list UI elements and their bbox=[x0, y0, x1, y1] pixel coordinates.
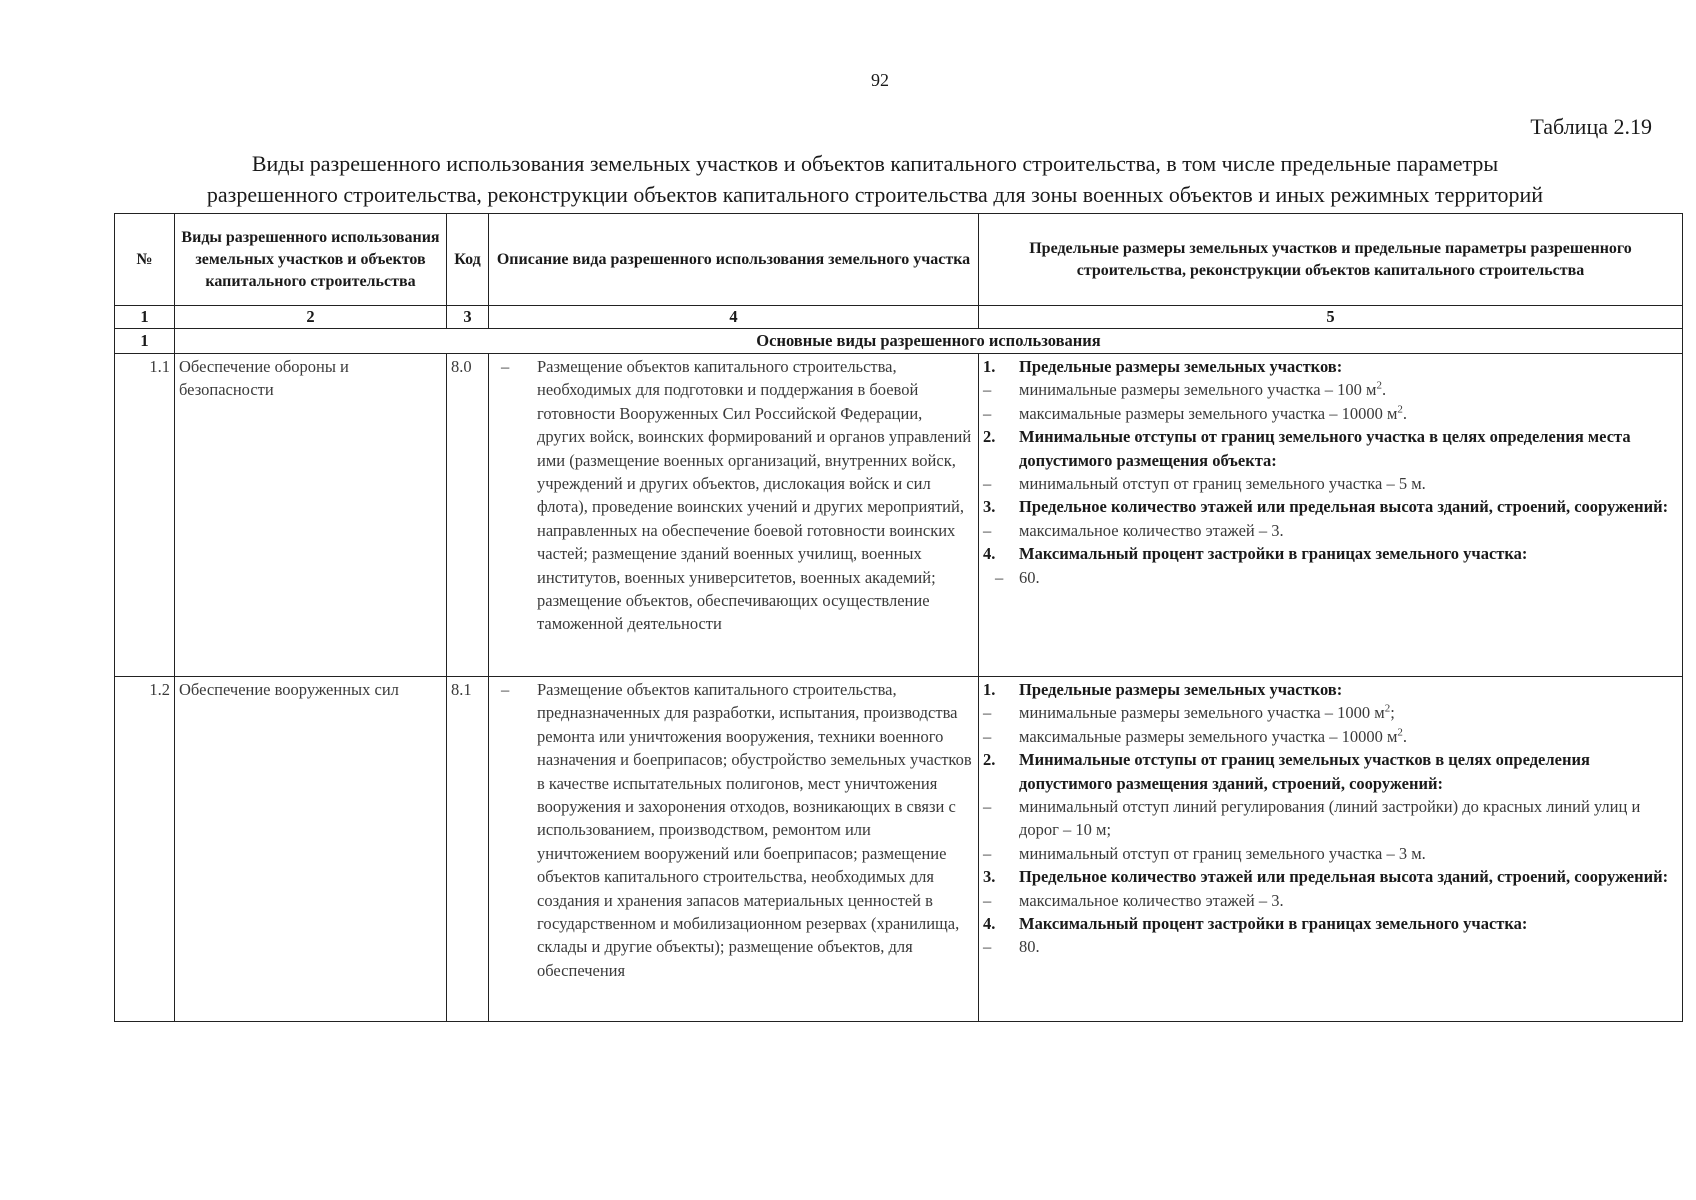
header-description: Описание вида разрешенного использования земельного участка bbox=[489, 214, 979, 306]
parameter-marker: – bbox=[983, 474, 992, 494]
parameter-line bbox=[983, 355, 1678, 378]
parameter-text-main: 80. bbox=[1019, 937, 1040, 957]
parameter-text bbox=[1019, 912, 1678, 935]
parameter-text bbox=[1019, 842, 1678, 865]
row-number: 1.2 bbox=[115, 677, 175, 1022]
land-use-table bbox=[114, 213, 1683, 1022]
parameter-line bbox=[983, 889, 1678, 912]
parameter-marker: 4. bbox=[983, 914, 996, 934]
row-number: 1.1 bbox=[115, 354, 175, 677]
parameter-marker: – bbox=[983, 797, 992, 817]
parameter-text-main: Предельное количество этажей или предельная высота зданий, строений, сооружений: bbox=[1019, 497, 1669, 517]
parameter-text-main: максимальные размеры земельного участка – 10000 м bbox=[1019, 726, 1398, 746]
parameter-text bbox=[1019, 701, 1678, 724]
title-line-1: Виды разрешенного использования земельных участков и объектов капитального строительства, в том числе предельные параметры bbox=[251, 151, 1499, 176]
parameter-text bbox=[1019, 678, 1678, 701]
table-label: Таблица 2.19 bbox=[1530, 114, 1652, 139]
parameter-line bbox=[983, 542, 1678, 565]
parameter-text-main: максимальные размеры земельного участка – 10000 м bbox=[1019, 403, 1398, 423]
parameter-text bbox=[1019, 519, 1678, 542]
parameter-marker: 4. bbox=[983, 544, 996, 564]
header-number: № bbox=[115, 214, 175, 306]
parameter-line bbox=[983, 912, 1678, 935]
parameter-marker: 3. bbox=[983, 497, 996, 517]
row-kind: Обеспечение обороны и безопасности bbox=[175, 354, 447, 677]
title-line-2: разрешенного строительства, реконструкции объектов капитального строительства для зоны военных объектов и иных режимных территорий bbox=[206, 182, 1544, 207]
parameter-marker: – bbox=[983, 890, 992, 910]
parameter-line bbox=[983, 519, 1678, 542]
column-number: 1 bbox=[115, 306, 175, 329]
parameter-text bbox=[1019, 402, 1678, 425]
parameter-text bbox=[1019, 495, 1678, 518]
header-kind: Виды разрешенного использования земельных участков и объектов капитального строительства bbox=[175, 214, 447, 306]
section-number: 1 bbox=[115, 329, 175, 354]
parameter-text-main: минимальный отступ от границ земельного участка – 5 м. bbox=[1019, 474, 1426, 494]
parameter-marker: 1. bbox=[983, 680, 996, 699]
parameter-text-main: максимальное количество этажей – 3. bbox=[1019, 890, 1284, 910]
row-parameters bbox=[979, 354, 1683, 677]
parameter-text bbox=[1019, 425, 1678, 472]
row-description bbox=[489, 354, 979, 677]
parameter-marker: 2. bbox=[983, 427, 996, 447]
parameter-marker: – bbox=[983, 380, 992, 400]
parameter-text-main: Предельные размеры земельных участков: bbox=[1019, 357, 1343, 376]
parameter-text bbox=[1019, 889, 1678, 912]
superscript: 2 bbox=[1376, 379, 1382, 392]
parameter-text bbox=[1019, 935, 1678, 958]
parameter-text bbox=[1019, 542, 1678, 565]
parameter-text-main: минимальный отступ линий регулирования (линий застройки) до красных линий улиц и дорог – 10 м; bbox=[1019, 797, 1641, 840]
parameter-line bbox=[983, 935, 1678, 958]
description-text: Размещение объектов капитального строительства, предназначенных для разработки, испытания, производства ремонта или уничтожения вооружения, техники военного назначения и боеприпасов; обустройство земельных участков в качестве испытательных полигонов, мест уничтожения вооружения и захоронения отходов, возникающих в связи с использованием, производством, ремонтом или уничтожением вооружений или боеприпасов; размещение объектов капитального строительства, необходимых для создания и хранения запасов материальных ценностей в государственном и мобилизационном резервах (хранилища, склады и другие объекты); размещение объектов, для обеспечения bbox=[537, 680, 972, 980]
parameter-text bbox=[1019, 795, 1678, 842]
parameter-line bbox=[983, 748, 1678, 795]
header-code: Код bbox=[447, 214, 489, 306]
superscript: 2 bbox=[1397, 403, 1403, 416]
parameter-line bbox=[983, 566, 1678, 589]
parameter-text-tail: ; bbox=[1390, 703, 1395, 723]
column-number: 2 bbox=[175, 306, 447, 329]
parameter-text-main: Предельные размеры земельных участков: bbox=[1019, 680, 1343, 699]
parameter-text bbox=[1019, 566, 1678, 589]
parameter-line bbox=[983, 795, 1678, 842]
parameter-text-main: 60. bbox=[1019, 567, 1040, 587]
parameter-text-main: Минимальные отступы от границ земельного участка в целях определения места допустимого размещения объекта: bbox=[1019, 427, 1631, 470]
column-numbers-row bbox=[115, 306, 1683, 329]
parameter-text bbox=[1019, 725, 1678, 748]
parameter-text-main: максимальное количество этажей – 3. bbox=[1019, 520, 1284, 540]
parameter-line bbox=[983, 425, 1678, 472]
row-parameters bbox=[979, 677, 1683, 1022]
superscript: 2 bbox=[1397, 726, 1403, 739]
parameter-text-main: Предельное количество этажей или предельная высота зданий, строений, сооружений: bbox=[1019, 867, 1669, 887]
parameter-line bbox=[983, 701, 1678, 724]
parameter-marker: 3. bbox=[983, 867, 996, 887]
parameter-marker: – bbox=[983, 937, 992, 957]
description-text: Размещение объектов капитального строительства, необходимых для подготовки и поддержания в боевой готовности Вооруженных Сил Российской Федерации, других войск, воинских формирований и органов управлений ими (размещение военных организаций, внутренних войск, учреждений и других объектов, дислокация войск и сил флота), проведение воинских учений и других мероприятий, направленных на обеспечение боевой готовности воинских частей; размещение зданий военных училищ, военных институтов, военных университетов, военных академий; размещение объектов, обеспечивающих осуществление таможенной деятельности bbox=[537, 357, 972, 634]
parameter-marker: – bbox=[983, 726, 992, 746]
parameter-text-main: минимальный отступ от границ земельного участка – 3 м. bbox=[1019, 843, 1426, 863]
parameter-line bbox=[983, 678, 1678, 701]
column-number: 3 bbox=[447, 306, 489, 329]
parameter-text-tail: . bbox=[1402, 726, 1408, 746]
superscript: 2 bbox=[1384, 702, 1391, 715]
section-row bbox=[115, 329, 1683, 354]
header-parameters: Предельные размеры земельных участков и предельные параметры разрешенного строительства, реконструкции объектов капитального строительства bbox=[979, 214, 1683, 306]
description-dash: – bbox=[501, 680, 510, 699]
parameter-line bbox=[983, 472, 1678, 495]
parameter-text bbox=[1019, 472, 1678, 495]
table-row bbox=[115, 677, 1683, 1022]
parameter-text-main: минимальные размеры земельного участка – 100 м bbox=[1019, 380, 1377, 400]
description-dash: – bbox=[501, 357, 510, 376]
column-number: 4 bbox=[489, 306, 979, 329]
parameter-text bbox=[1019, 355, 1678, 378]
row-code: 8.1 bbox=[447, 677, 489, 1022]
parameter-marker: – bbox=[983, 843, 992, 863]
row-description bbox=[489, 677, 979, 1022]
parameter-marker: – bbox=[983, 703, 992, 723]
parameter-text bbox=[1019, 865, 1678, 888]
parameter-marker: – bbox=[983, 403, 992, 423]
column-number: 5 bbox=[979, 306, 1683, 329]
parameter-marker: – bbox=[983, 520, 992, 540]
parameter-text bbox=[1019, 378, 1678, 401]
parameter-text-tail: . bbox=[1402, 403, 1408, 423]
section-title: Основные виды разрешенного использования bbox=[175, 329, 1683, 354]
row-kind: Обеспечение вооруженных сил bbox=[175, 677, 447, 1022]
parameter-marker: – bbox=[995, 567, 1004, 587]
parameter-line bbox=[983, 378, 1678, 401]
parameter-marker: 2. bbox=[983, 750, 996, 770]
parameter-text-main: минимальные размеры земельного участка – 1000 м bbox=[1019, 703, 1385, 723]
parameter-line bbox=[983, 842, 1678, 865]
parameter-text-main: Минимальные отступы от границ земельных участков в целях определения допустимого размещения зданий, строений, сооружений: bbox=[1019, 750, 1590, 793]
parameter-text bbox=[1019, 748, 1678, 795]
parameter-line bbox=[983, 495, 1678, 518]
parameter-text-main: Максимальный процент застройки в границах земельного участка: bbox=[1019, 544, 1528, 564]
parameter-line bbox=[983, 725, 1678, 748]
parameter-marker: 1. bbox=[983, 357, 996, 376]
document-title bbox=[100, 148, 1650, 210]
table-row bbox=[115, 354, 1683, 677]
row-code: 8.0 bbox=[447, 354, 489, 677]
page-number: 92 bbox=[871, 70, 889, 90]
parameter-text-main: Максимальный процент застройки в границах земельного участка: bbox=[1019, 914, 1528, 934]
parameter-line bbox=[983, 865, 1678, 888]
parameter-text-tail: . bbox=[1381, 380, 1387, 400]
parameter-line bbox=[983, 402, 1678, 425]
table-header-row bbox=[115, 214, 1683, 306]
